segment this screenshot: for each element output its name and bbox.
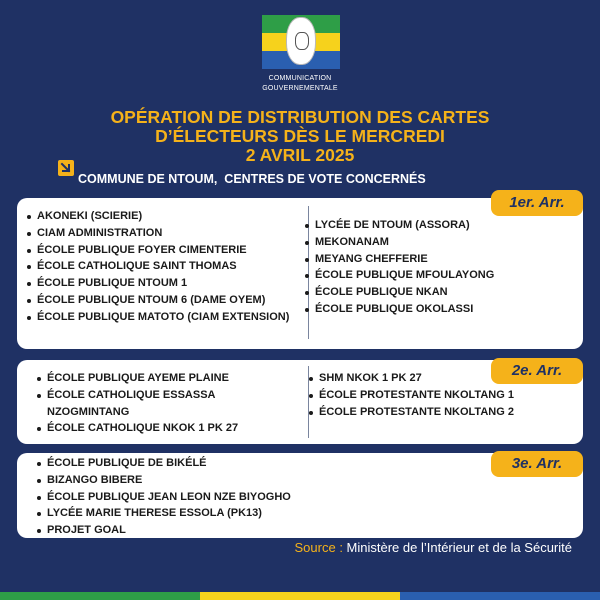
- organization-name-line1: COMMUNICATION: [268, 75, 332, 82]
- page-title-line1: OPÉRATION DE DISTRIBUTION DES CARTES: [110, 107, 490, 127]
- list-item: ÉCOLE PUBLIQUE MFOULAYONG: [305, 267, 545, 284]
- list-item: BIZANGO BIBERE: [37, 472, 437, 489]
- list-item: ÉCOLE PUBLIQUE MATOTO (CIAM EXTENSION): [27, 309, 299, 326]
- list-item: ÉCOLE PUBLIQUE NTOUM 6 (DAME OYEM): [27, 292, 299, 309]
- page-title-line2: D’ÉLECTEURS DÈS LE MERCREDI: [155, 126, 445, 146]
- list-item: LYCÉE MARIE THERESE ESSOLA (PK13): [37, 505, 437, 522]
- polling-centers-list: [37, 455, 437, 539]
- arrow-down-right-icon: [58, 160, 74, 176]
- list-item: ÉCOLE CATHOLIQUE ESSASSA NZOGMINTANG: [37, 387, 299, 421]
- list-item: ÉCOLE PUBLIQUE FOYER CIMENTERIE: [27, 242, 299, 259]
- polling-centers-list-left: [37, 370, 299, 437]
- list-item: MEYANG CHEFFERIE: [305, 251, 545, 268]
- list-item: ÉCOLE PUBLIQUE JEAN LEON NZE BIYOGHO: [37, 489, 437, 506]
- polling-centers-list-left: [27, 208, 299, 326]
- flag-color-bar: [0, 592, 600, 600]
- polling-centers-list-right: [305, 217, 545, 318]
- list-item: ÉCOLE CATHOLIQUE SAINT THOMAS: [27, 258, 299, 275]
- list-item: LYCÉE DE NTOUM (ASSORA): [305, 217, 545, 234]
- list-item: ÉCOLE CATHOLIQUE NKOK 1 PK 27: [37, 420, 299, 437]
- arrondissement-badge-1: 1er. Arr.: [491, 190, 583, 216]
- list-item: ÉCOLE PROTESTANTE NKOLTANG 2: [309, 404, 549, 421]
- list-item: ÉCOLE PUBLIQUE NKAN: [305, 284, 545, 301]
- page-title-line3: 2 AVRIL 2025: [245, 145, 355, 165]
- arrondissement-card-1: [17, 198, 583, 349]
- list-item: AKONEKI (SCIERIE): [27, 208, 299, 225]
- organization-name-line2: GOUVERNEMENTALE: [262, 85, 338, 92]
- list-item: ÉCOLE PUBLIQUE DE BIKÉLÉ: [37, 455, 437, 472]
- list-item: ÉCOLE PROTESTANTE NKOLTANG 1: [309, 387, 549, 404]
- list-item: MEKONANAM: [305, 234, 545, 251]
- source-credit: [230, 540, 572, 556]
- source-text: Ministère de l’Intérieur et de la Sécurité: [342, 540, 572, 555]
- list-item: ÉCOLE PUBLIQUE OKOLASSI: [305, 301, 545, 318]
- arrondissement-badge-2: 2e. Arr.: [491, 358, 583, 384]
- list-item: ÉCOLE PUBLIQUE NTOUM 1: [27, 275, 299, 292]
- list-item: SHM NKOK 1 PK 27: [309, 370, 549, 387]
- list-item: ÉCOLE PUBLIQUE AYEME PLAINE: [37, 370, 299, 387]
- arrondissement-badge-3: 3e. Arr.: [491, 451, 583, 477]
- coat-of-arms-icon: [286, 17, 316, 65]
- gabon-flag-logo: [262, 15, 340, 69]
- list-item: CIAM ADMINISTRATION: [27, 225, 299, 242]
- source-label: Source :: [294, 540, 343, 555]
- section-subtitle: COMMUNE DE NTOUM, CENTRES DE VOTE CONCERNÉS: [78, 172, 426, 186]
- list-item: PROJET GOAL: [37, 522, 437, 539]
